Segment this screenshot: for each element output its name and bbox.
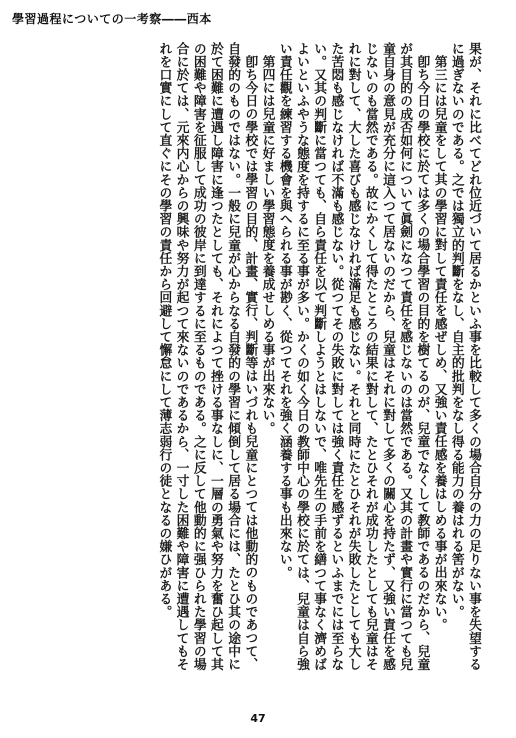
paragraph-5: 卽ち今日の學校では學習の目的、計畫、實行、判斷等はいづれも兒童にとつては他動的のものであつて、自發的のものではない。一般に兒童が心からなる自發的の學習に傾倒して居る場合には、たとひ其の途中に於て困難に遭遇し障害に逢つたとしても、それによつて挫ける事なしに、一層の勇氣や努力を奮ひ起して其の困難や障害を征服して成功の彼岸に到達するに至るものである。之に反して他動的に强ひられた學習の場合に於ては、元來内心からの興味や努力が起つて來ないのであるから、一寸した困難や障害に遭遇してもそれを口實にして直ぐにその學習の責任から回避して懈怠にして薄志弱行の徒となるの嫌ひがある。: [156, 42, 258, 671]
running-head: 學習過程についての一考察――西本: [12, 12, 212, 26]
body-text: [42, 42, 482, 682]
paragraph-1: 果が、それに比べてどれ位近づいて居るかといふ事を比較して多くの場合自分の力の足りない事を失望するに過ぎないのである。之では獨立的判斷をなし、自主的批判をなし得る能力の養はれる筈がない。: [448, 42, 481, 671]
page-number: 47: [250, 712, 266, 725]
paragraph-4: 第四には兒童に好ましい學習態度を養成せしめる事が出來ない。: [259, 54, 275, 435]
paragraph-2: 第三には兒童をして其の學習に對して責任を感ぜしめ、又強い責任感を養はしめる事が出來ない。: [431, 54, 447, 632]
paragraph-3: 卽ち今日の學校に於ては多くの場合學習の目的を樹てるのが、兒童でなくして教師であるのだから、兒童が其目的の成否如何について眞劍になつて責任を感じないのは當然である。又其の計畫や實行に當つても兒童自身の意見が充分に這入つて居ないのだから、兒童はそれに對して多くの關心を持たず、又強い責任を感じないのも當然である。故にかくして得たところの結果に對して、たとひそれが成功したとしても兒童はそれに對して、大した喜びも感じなければ滿足も感じない。それと同時にたとひそれが失敗したとしても大した苦悶も感じなければ不滿も感じない。從つてその失敗に對しては強く責任を感ずるといふまでには至らない。又其の判斷に當つても、自ら責任を以て判斷しようとはしないで、唯先生の手前を繕つて事なく濟めばよいといふやうな態度を持するに至る事が多い。かくの如く今日の教師中心の學校に於ては、兒童は自ら強い責任觀を練習する機會を與へられる事が尠く、從つてそれを強く涵養する事も出來ない。: [276, 42, 430, 671]
